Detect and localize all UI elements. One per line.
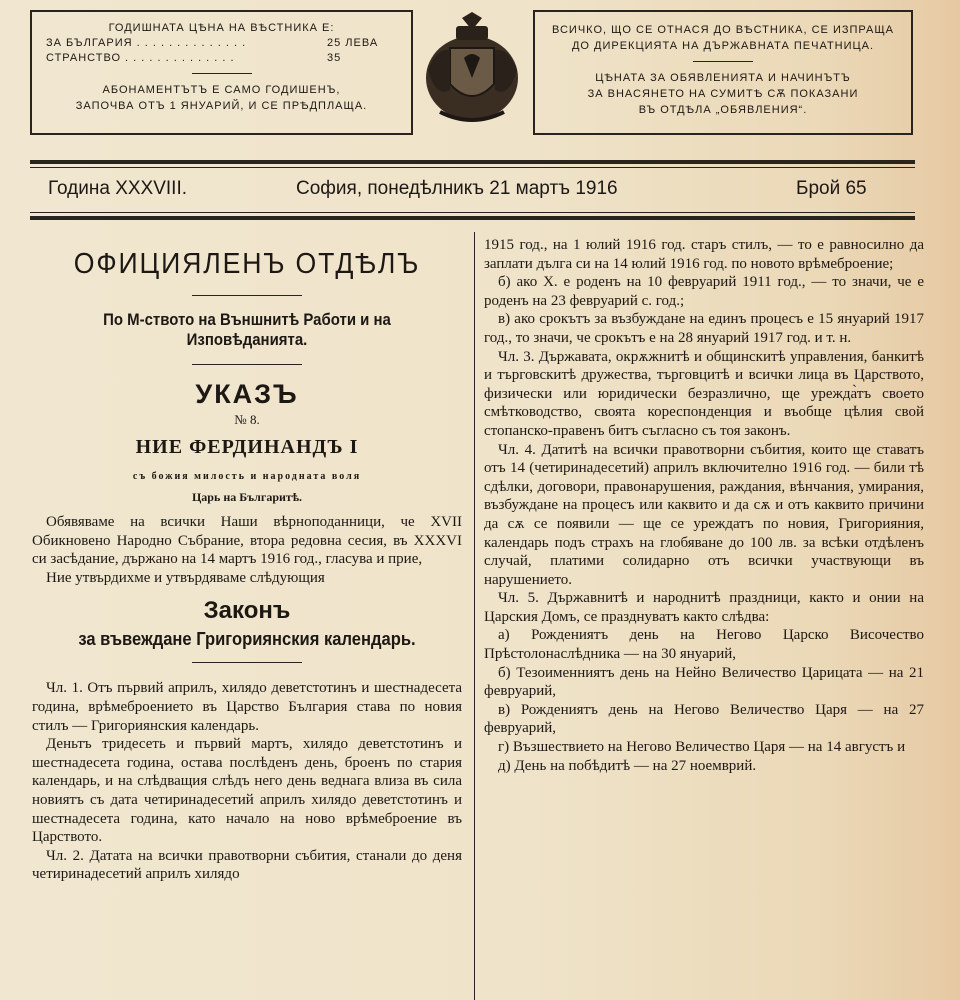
by-grace-line: съ божия милость и народната воля bbox=[132, 471, 362, 482]
subscription-note-line1: АБОНАМЕНТЪТЪ Е САМО ГОДИШЕНЪ, bbox=[102, 84, 341, 96]
issue-number: Брой 65 bbox=[796, 178, 867, 199]
masthead-rule-bottom-thin bbox=[30, 212, 915, 213]
right-paragraph-1: 1915 год., на 1 юлий 1916 год. старъ стилъ, — то е равносилно да заплати дълга си на 14 юлий 1916 год. по новото врѣмеброение; bbox=[484, 237, 924, 272]
tsar-title: Царь на Българитѣ. bbox=[191, 490, 303, 504]
section-rule bbox=[192, 295, 302, 296]
ministry-rule bbox=[192, 364, 302, 365]
holiday-item-g: г) Възшествието на Негово Величество Царя — на 14 августъ и bbox=[498, 739, 906, 756]
decree-title: УКАЗЪ bbox=[195, 379, 299, 409]
example-v: в) ако срокътъ за възбуждане на единъ процесъ е 15 януарий 1917 год., то значи, че срокътъ е на 28 януарий 1917 год. и т. н. bbox=[484, 311, 924, 346]
info-line-2: ДО ДИРЕКЦИЯТА НА ДЪРЖАВНАТА ПЕЧАТНИЦА. bbox=[571, 40, 875, 52]
example-b: б) ако Х. е роденъ на 10 февруарий 1911 год., — то значи, че е роденъ на 23 февруарий с. год.; bbox=[484, 274, 924, 309]
article-4: Чл. 4. Датитѣ на всички правотворни събития, които ще ставатъ отъ 14 (четиринадесетий) априлъ включително 1916 год. — били тѣ сдѣлки, договори, правонарушения, раждания, вѣнчания, умирания, възбуждане на процесъ или каквито и да сѫ и отъ каквито причини да сѫ се появили — ще се уреждатъ по новия, Григорияния, календарь подъ страхъ на глобяване до 100 лв. за всѣки отдѣленъ случай, платими солидарно отъ всички участвующи въ нарушението. bbox=[484, 441, 924, 588]
price-label-abroad: СТРАНСТВО . . . . . . . . . . . . . . bbox=[46, 52, 235, 64]
proclamation-text: Обявяваме на всички Наши вѣрноподанници, че XVII Обикновено Народно Събрание, втора редовна сесия, въ XXXVI си засѣдание, държано на 14 мартъ 1916 год., гласува и прие, bbox=[32, 514, 462, 568]
volume-year: Година XXXVIII. bbox=[48, 178, 188, 199]
subscription-price-box bbox=[30, 10, 413, 135]
price-value-abroad: 35 bbox=[327, 52, 342, 64]
article-2-start: Чл. 2. Датата на всички правотворни събития, станали до деня четиринадесетий априлъ хилядо bbox=[32, 847, 462, 883]
monarch-name: НИЕ ФЕРДИНАНДЪ I bbox=[135, 436, 359, 458]
coat-of-arms-icon bbox=[420, 12, 525, 127]
price-row-abroad bbox=[46, 51, 397, 66]
masthead-rule-top bbox=[30, 160, 915, 164]
article-1-paragraph-2: Деньтъ тридесеть и първий мартъ, хилядо деветстотинъ и шестнадесета година, остава послѣденъ день, броенъ по стария календарь, и на слѣдващия слѣдъ него день веднага влиза въ сила новиятъ съ дата четиринадесетий априлъ хилядо деветстотинъ и шестнадесета година, като начало на ново врѣмеброение въ Царството. bbox=[32, 736, 462, 846]
info-box-divider bbox=[693, 61, 753, 62]
left-column bbox=[32, 236, 462, 884]
price-label-bulgaria: ЗА БЪЛГАРИЯ . . . . . . . . . . . . . . bbox=[46, 37, 247, 49]
masthead-rule-bottom bbox=[30, 216, 915, 220]
price-value-bulgaria: 25 ЛЕВА bbox=[327, 37, 379, 49]
info-line-5: ВЪ ОТДѢЛА „ОБЯВЛЕНИЯ“. bbox=[638, 104, 808, 116]
ministry-heading: По М-ството на Външнитѣ Работи и на Изповѣданията. bbox=[103, 310, 391, 349]
column-divider bbox=[474, 232, 475, 1000]
price-box-divider bbox=[192, 73, 252, 74]
law-title: Законъ bbox=[203, 597, 291, 625]
holiday-item-a: а) Рождениятъ день на Негово Царско Височество Прѣстолонаслѣдника — на 30 януарий, bbox=[484, 627, 924, 663]
article-3: Чл. 3. Държавата, окрѫжнитѣ и общинскитѣ управления, банкитѣ и търговскитѣ дружества, търговцитѣ и всички лица въ Царството, физически или юридически безразлично, ще урежда̀тъ своето смѣтководство, своята кореспонденция и въобще цѣлия свой стопанско-правенъ битъ съгласно съ тоя законъ. bbox=[484, 348, 924, 439]
price-box-title: ГОДИШНАТА ЦѢНА НА ВѢСТНИКА Е: bbox=[108, 22, 335, 34]
holiday-item-v: в) Рождениятъ день на Негово Величество Царя — на 27 февруарий, bbox=[484, 701, 924, 737]
info-line-3: ЦѢНАТА ЗА ОБЯВЛЕНИЯТА И НАЧИНЪТЪ bbox=[595, 72, 851, 84]
place-date: София, понедѣлникъ 21 мартъ 1916 bbox=[296, 178, 618, 199]
info-line-1: ВСИЧКО, ЩО СЕ ОТНАСЯ ДО ВѢСТНИКА, СЕ ИЗПРАЩА bbox=[552, 24, 894, 36]
section-title: ОФИЦИЯЛЕНЪ ОТДѢЛЪ bbox=[73, 248, 421, 280]
editorial-info-box bbox=[533, 10, 913, 135]
law-subtitle: за въвеждане Григориянския календарь. bbox=[78, 629, 416, 650]
price-row-bulgaria bbox=[46, 36, 397, 51]
article-5: Чл. 5. Държавнитѣ и народнитѣ праздници, както и онии на Царския Домъ, се празднуватъ както слѣдва: bbox=[484, 590, 924, 625]
law-rule bbox=[192, 662, 302, 663]
info-line-4: ЗА ВНАСЯНЕТО НА СУМИТѢ СѪ ПОКАЗАНИ bbox=[587, 88, 859, 100]
subscription-note-line2: ЗАПОЧВА ОТЪ 1 ЯНУАРИЙ, И СЕ ПРѢДПЛАЩА. bbox=[75, 100, 368, 112]
dateline bbox=[48, 174, 888, 204]
holiday-item-d: д) День на побѣдитѣ — на 27 ноемврий. bbox=[498, 757, 757, 774]
holiday-item-b: б) Тезоименниятъ день на Нейно Величество Царицата — на 21 февруарий, bbox=[484, 664, 924, 700]
approval-text: Ние утвърдихме и утвърдяваме слѣдующия bbox=[46, 569, 325, 586]
decree-number: № 8. bbox=[234, 412, 260, 427]
right-column bbox=[484, 236, 924, 775]
article-1: Чл. 1. Отъ първий априлъ, хилядо деветстотинъ и шестнадесета година, врѣмеброението въ Царство България става по новия стилъ — Григориянския календарь. bbox=[32, 680, 462, 734]
masthead-rule-top-thin bbox=[30, 167, 915, 168]
